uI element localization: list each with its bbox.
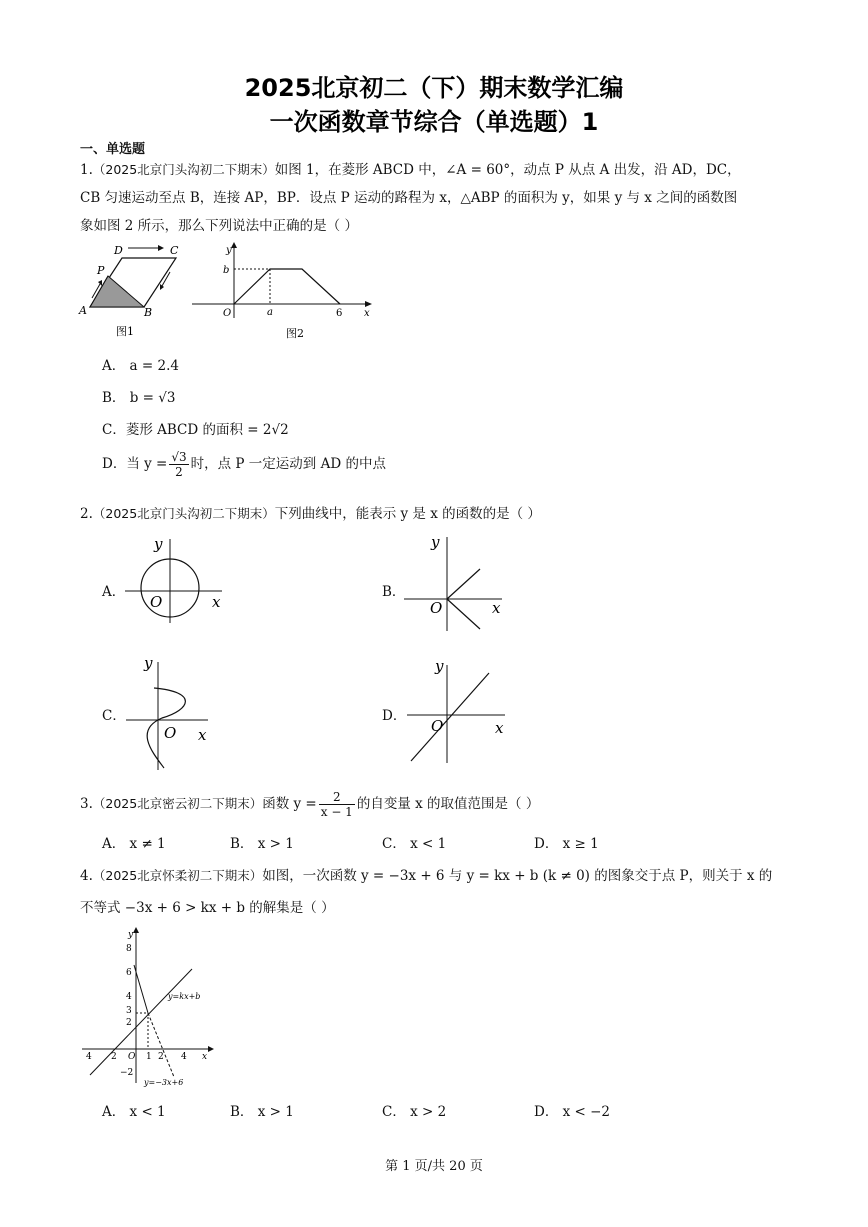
q4-ytick-8: 8 xyxy=(126,944,132,954)
q1-fig2-label-x: x xyxy=(364,308,370,319)
q2-d-axis-x: x xyxy=(495,719,504,737)
q4-option-b[interactable]: B． x > 1 xyxy=(230,1104,294,1120)
q3-option-d[interactable]: D． x ≥ 1 xyxy=(534,836,599,852)
q1-fig1-label-d: D xyxy=(114,244,123,257)
q4-label-kx: y=kx+b xyxy=(168,992,201,1001)
q1-fig2-label-b: b xyxy=(223,265,230,276)
q4-ytick-3: 3 xyxy=(126,1006,132,1016)
q3-line1: 3.（2025北京密云初二下期末）函数 y = $\frac{2}{x - 1}$ 的自变量 x 的取值范围是（ ） xyxy=(80,790,540,819)
q1-fig1-label-p: P xyxy=(97,264,105,277)
q4-xtick-4: 4 xyxy=(181,1052,187,1062)
q3-option-b[interactable]: B． x > 1 xyxy=(230,836,294,852)
q1-option-d[interactable]: D．当 y = $\frac{√3}{2}$ 时，点 P 一定运动到 AD 的中点 xyxy=(102,450,386,479)
q1-fig1-label-a: A xyxy=(79,304,87,317)
document-title-line2: 一次函数章节综合（单选题）1 xyxy=(269,108,599,136)
q2-option-a-graph[interactable] xyxy=(120,535,230,625)
q3-option-a[interactable]: A． x ≠ 1 xyxy=(102,836,166,852)
q4-xtick-neg4: 4 xyxy=(86,1052,92,1062)
q2-b-axis-x: x xyxy=(492,599,501,617)
q3-source: （2025北京密云初二下期末） xyxy=(92,796,263,811)
q4-origin: O xyxy=(128,1052,136,1062)
q1-figure1-rhombus xyxy=(78,240,188,340)
q1-option-c[interactable]: C．菱形 ABCD 的面积 = 2√2 xyxy=(102,422,289,438)
q2-option-d-label[interactable]: D． xyxy=(382,708,407,724)
q2-c-axis-y: y xyxy=(144,654,153,672)
q2-option-c-graph[interactable] xyxy=(124,652,224,772)
q2-option-b-label[interactable]: B． xyxy=(382,584,406,600)
q1-source: （2025北京门头沟初二下期末） xyxy=(92,162,275,177)
q3-fraction: $\frac{2}{x - 1}$ xyxy=(320,790,353,819)
q4-option-c[interactable]: C． x > 2 xyxy=(382,1104,447,1120)
q1-option-a[interactable]: A． a = 2.4 xyxy=(102,358,179,374)
q3-option-c[interactable]: C． x < 1 xyxy=(382,836,447,852)
q1-figure2-graph xyxy=(190,242,380,342)
page-footer: 第 1 页/共 20 页 xyxy=(385,1159,483,1174)
q4-function-graph xyxy=(78,925,218,1090)
q4-ytick-2: 2 xyxy=(126,1018,132,1028)
q4-source: （2025北京怀柔初二下期末） xyxy=(92,868,263,883)
q2-option-a-label[interactable]: A． xyxy=(102,584,126,600)
q1-fig2-label-o: O xyxy=(223,308,232,319)
q2-c-axis-x: x xyxy=(198,726,207,744)
q2-line1: 2.（2025北京门头沟初二下期末）下列曲线中，能表示 y 是 x 的函数的是（ ） xyxy=(80,506,541,522)
q4-ytick-4: 4 xyxy=(126,992,132,1002)
q4-option-a[interactable]: A． x < 1 xyxy=(102,1104,166,1120)
q4-option-d[interactable]: D． x < −2 xyxy=(534,1104,611,1120)
q4-axis-x: x xyxy=(202,1052,208,1062)
section-heading: 一、单选题 xyxy=(80,142,146,157)
q2-source: （2025北京门头沟初二下期末） xyxy=(92,506,275,521)
q4-line2: 不等式 −3x + 6 > kx + b 的解集是（ ） xyxy=(80,900,335,916)
q4-xtick-1: 1 xyxy=(146,1052,152,1062)
q2-b-axis-o: O xyxy=(430,599,443,617)
q2-b-axis-y: y xyxy=(431,533,440,551)
q1-fig1-label-b: B xyxy=(144,306,153,319)
q1-fig1-caption: 图1 xyxy=(116,325,134,338)
q4-ytick-6: 6 xyxy=(126,968,132,978)
q1-fig1-label-c: C xyxy=(170,244,179,257)
q1-option-b[interactable]: B． b = √3 xyxy=(102,390,176,406)
q1-line1: 1.（2025北京门头沟初二下期末）如图 1，在菱形 ABCD 中，∠A = 60°，动点 P 从点 A 出发，沿 AD，DC， xyxy=(80,162,741,178)
q4-ytick-neg2: −2 xyxy=(120,1068,134,1078)
q4-axis-y: y xyxy=(128,930,134,940)
q4-label-3x: y=−3x+6 xyxy=(144,1078,184,1087)
document-title-line1: 2025北京初二（下）期末数学汇编 xyxy=(244,74,624,102)
q2-option-c-label[interactable]: C． xyxy=(102,708,126,724)
q1-fig2-label-a: a xyxy=(267,307,273,318)
q2-a-axis-y: y xyxy=(154,535,163,553)
q1-fig2-label-y: y xyxy=(226,245,232,256)
q2-option-b-graph[interactable] xyxy=(402,535,512,635)
q1-line3: 象如图 2 所示，那么下列说法中正确的是（ ） xyxy=(80,218,358,234)
q2-option-d-graph[interactable] xyxy=(405,655,515,765)
q2-d-axis-o: O xyxy=(431,717,444,735)
q1-fig2-label-6: 6 xyxy=(336,308,343,319)
q2-a-axis-x: x xyxy=(212,593,221,611)
q1-line2: CB 匀速运动至点 B，连接 AP，BP．设点 P 运动的路程为 x，△ABP 的面积为 y，如果 y 与 x 之间的函数图 xyxy=(80,190,738,206)
q4-line1: 4.（2025北京怀柔初二下期末）如图，一次函数 y = −3x + 6 与 y = kx + b (k ≠ 0) 的图象交于点 P，则关于 x 的 xyxy=(80,868,773,884)
q2-c-axis-o: O xyxy=(164,724,177,742)
q4-xtick-neg2: 2 xyxy=(111,1052,117,1062)
q4-xtick-2: 2 xyxy=(158,1052,164,1062)
q1-fig2-caption: 图2 xyxy=(286,327,304,340)
q2-d-axis-y: y xyxy=(435,657,444,675)
q1-option-d-fraction: $\frac{√3}{2}$ xyxy=(171,450,187,479)
q2-a-axis-o: O xyxy=(150,593,163,611)
